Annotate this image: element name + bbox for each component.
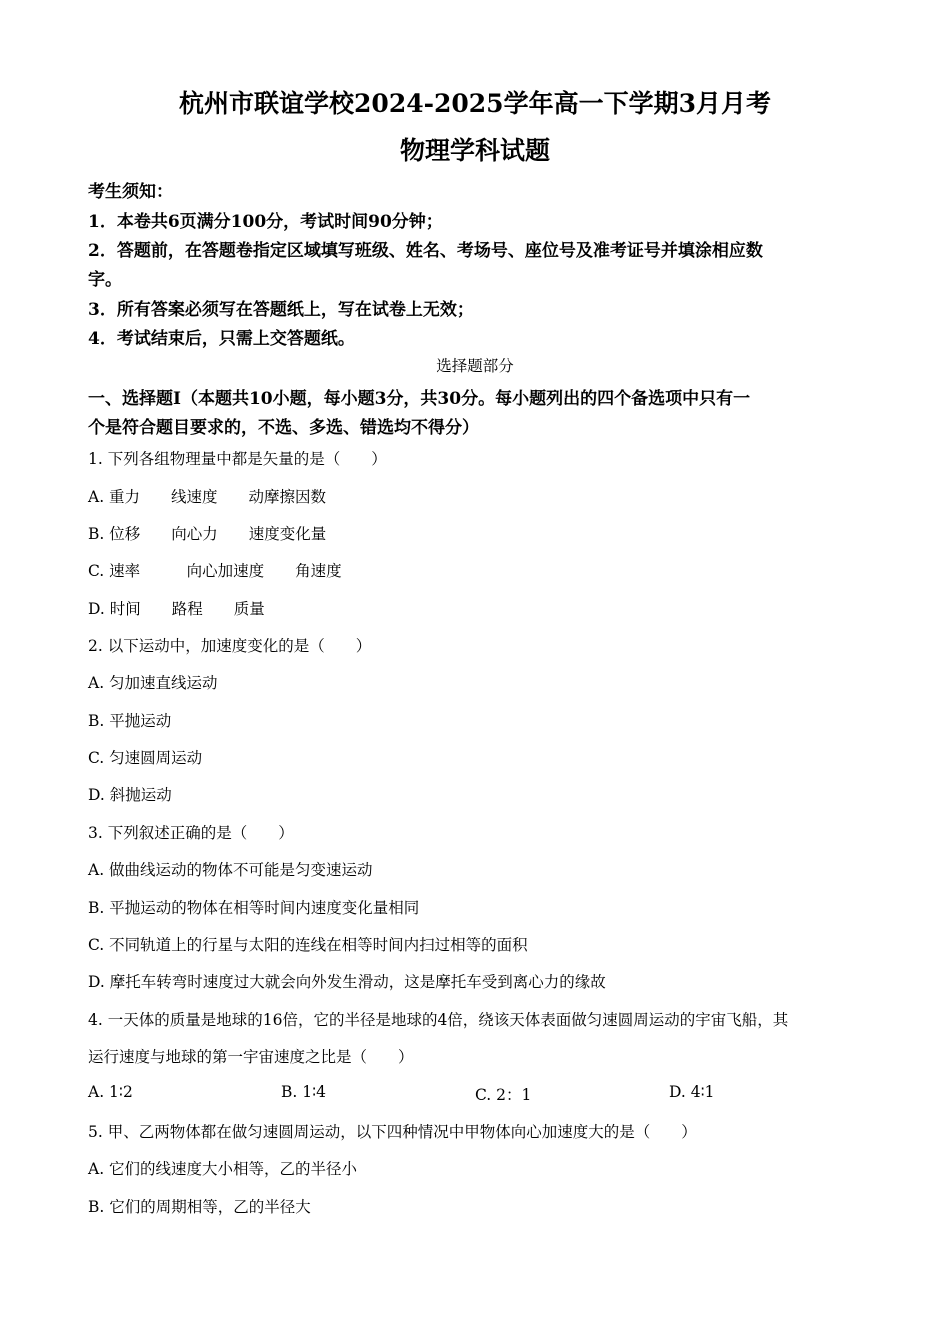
option: D. 斜抛运动 [88, 786, 172, 804]
section-heading: 选择题部分 [436, 357, 514, 375]
option: D. 4∶1 [669, 1083, 715, 1101]
question-stem: 运行速度与地球的第一宇宙速度之比是（ ） [88, 1048, 414, 1066]
option: B. 位移 向心力 速度变化量 [88, 525, 327, 543]
question-stem: 2. 以下运动中，加速度变化的是（ ） [88, 637, 372, 655]
option: A. 重力 线速度 动摩擦因数 [88, 488, 327, 506]
option: C. 不同轨道上的行星与太阳的连线在相等时间内扫过相等的面积 [88, 936, 528, 954]
notice-item: 4．考试结束后，只需上交答题纸。 [88, 329, 355, 349]
option: A. 匀加速直线运动 [88, 674, 218, 692]
option: A. 它们的线速度大小相等，乙的半径小 [88, 1160, 358, 1178]
option: B. 平抛运动的物体在相等时间内速度变化量相同 [88, 899, 420, 917]
exam-subject-title: 物理学科试题 [399, 136, 550, 165]
option: C. 2：1 [475, 1086, 532, 1104]
notice-item: 2．答题前，在答题卷指定区域填写班级、姓名、考场号、座位号及准考证号并填涂相应数 [88, 241, 763, 261]
option: D. 时间 路程 质量 [88, 600, 265, 618]
question-stem: 1. 下列各组物理量中都是矢量的是（ ） [88, 450, 387, 468]
part-instructions: 一、选择题Ⅰ（本题共10小题，每小题3分，共30分。每小题列出的四个备选项中只有一 [88, 389, 751, 409]
notice-item: 3．所有答案必须写在答题纸上，写在试卷上无效； [88, 300, 474, 320]
notice-item: 1．本卷共6页满分100分，考试时间90分钟； [88, 212, 443, 232]
option: C. 速率 向心加速度 角速度 [88, 562, 342, 580]
option: A. 1∶2 [88, 1083, 133, 1101]
notice-item: 字。 [88, 270, 122, 290]
option: B. 平抛运动 [88, 712, 172, 730]
part-instructions: 个是符合题目要求的，不选、多选、错选均不得分） [88, 418, 479, 438]
option: B. 1∶4 [281, 1083, 327, 1101]
option: A. 做曲线运动的物体不可能是匀变速运动 [88, 861, 373, 879]
option: C. 匀速圆周运动 [88, 749, 203, 767]
question-stem: 3. 下列叙述正确的是（ ） [88, 824, 294, 842]
question-stem: 4. 一天体的质量是地球的16倍，它的半径是地球的4倍，绕该天体表面做匀速圆周运动的宇宙飞船，其 [88, 1011, 789, 1029]
option: D. 摩托车转弯时速度过大就会向外发生滑动，这是摩托车受到离心力的缘故 [88, 973, 606, 991]
notice-heading: 考生须知： [88, 182, 173, 202]
exam-title: 杭州市联谊学校2024-2025学年高一下学期3月月考 [179, 89, 771, 118]
option: B. 它们的周期相等，乙的半径大 [88, 1198, 311, 1216]
question-stem: 5. 甲、乙两物体都在做匀速圆周运动，以下四种情况中甲物体向心加速度大的是（ ） [88, 1123, 697, 1141]
